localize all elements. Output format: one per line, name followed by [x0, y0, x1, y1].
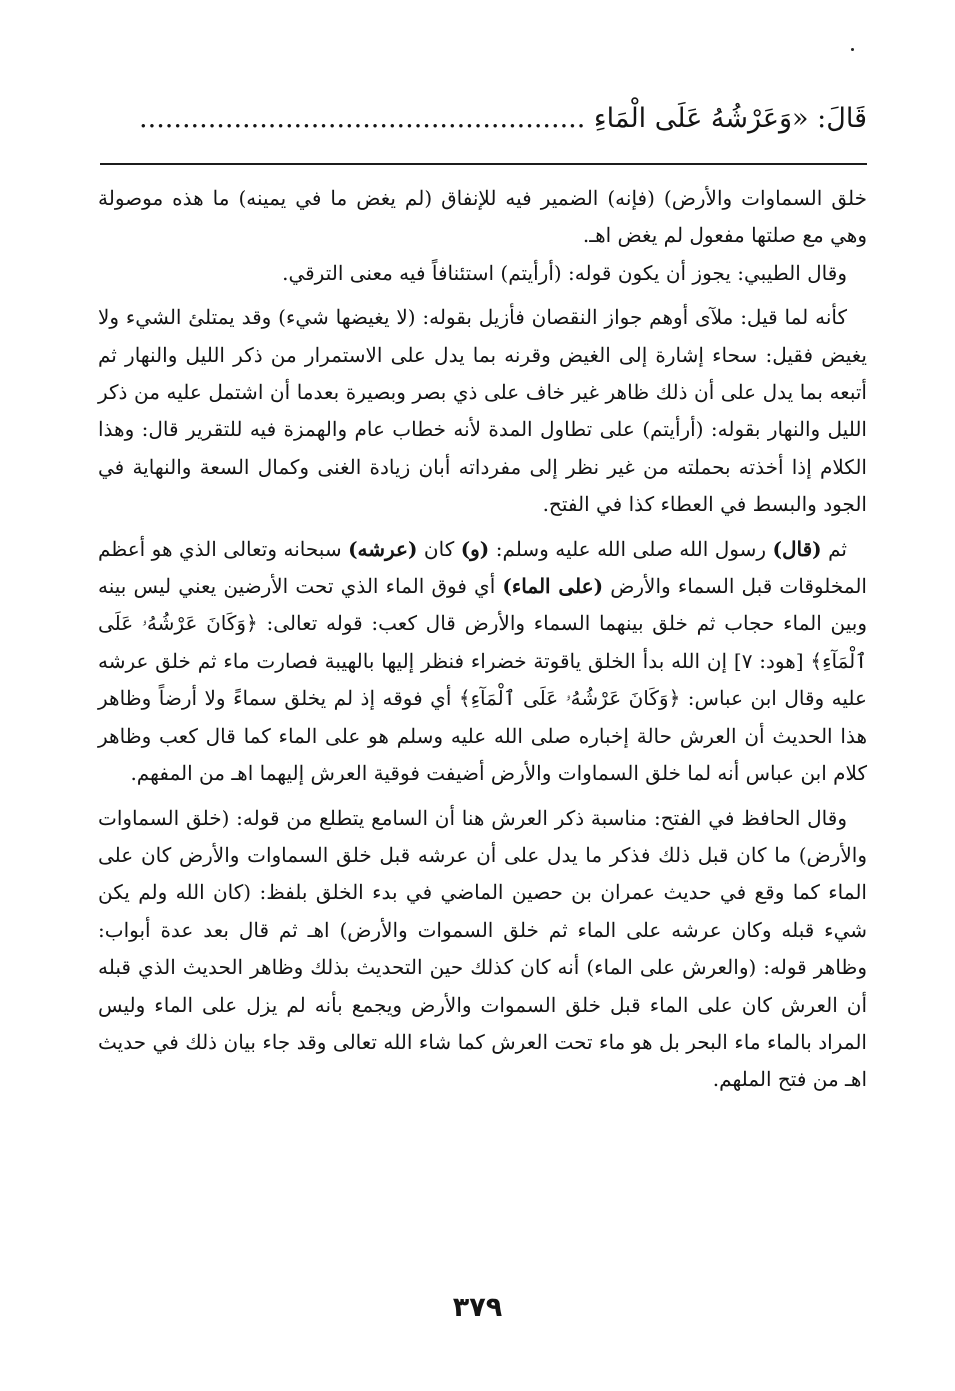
p4-bold-throne: (عرشه) [348, 536, 418, 561]
scan-speck [851, 48, 854, 51]
p4-text-2: رسول الله صلى الله عليه وسلم: [489, 536, 773, 561]
p4-text-6: إن الله بدأ الخلق ياقوتة خضراء فنظر إليها بالهيبة فصارت ماء ثم خلق عرشه عليه وقال ابن عباس: [98, 648, 867, 711]
p4-bold-on-water: (على الماء) [502, 574, 604, 599]
quran-quote-1: ﴿وَكَانَ عَرْشُهُۥ عَلَى ٱلْمَآءِ﴾ [98, 611, 867, 673]
header-rule [100, 163, 867, 165]
paragraph-4 [98, 531, 867, 793]
paragraph-3: كأنه لما قيل: ملآى أوهم جواز النقصان فأزيل بقوله: (لا يغيضها شيء) وقد يمتلئ الشيء ولا يغيض فقيل: سحاء إشارة إلى الغيض وقرنه بما يدل على الاستمرار من ذكر الليل والنهار ثم أتبعه بما يدل على أن ذلك ظاهر غير خاف على ذي بصر وبصيرة بعدما أن اشتمل عليه من ذكر الليل والنهار بقوله: (أرأيتم) على تطاول المدة لأنه خطاب عام والهمزة فيه للتقرير قال: وهذا الكلام إذا أخذته بحملته من غير نظر إلى مفرداته أبان زيادة الغنى وكمال السعة والنهاية في الجود والبسط في العطاء كذا في الفتح. [98, 305, 867, 517]
p4-text-1: ثم [821, 536, 847, 561]
running-header: قَالَ: «وَعَرْشُهُ عَلَى الْمَاءِ .................................................... [139, 103, 867, 134]
page-body [98, 180, 867, 1099]
p4-text-5: أي فوق الماء الذي تحت الأرضين يعني ليس بينه وبين الماء حجاب ثم خلق بينهما السماء والأرض قال كعب: قوله تعالى: [98, 574, 867, 636]
p4-bold-and: (و) [460, 536, 490, 561]
paragraph-1: خلق السماوات والأرض) (فإنه) الضمير فيه للإنفاق (لم يغض ما في يمينه) ما هذه موصولة وهي مع صلتها مفعول لم يغض اهـ. [98, 186, 867, 248]
quran-quote-2: ﴿وَكَانَ عَرْشُهُۥ عَلَى ٱلْمَآءِ﴾ [458, 686, 681, 711]
p4-text-7: أي فوقه إذ لم يخلق سماءً ولا أرضاً وظاهر هذا الحديث أن العرش حالة إخباره صلى الله عليه وسلم هو على الماء كما قال كعب وظاهر كلام ابن عباس أنه لما خلق السماوات والأرض أضيفت فوقية العرش إليهما اهـ من المفهم. [98, 686, 867, 786]
page-number: ٣٧٩ [452, 1292, 503, 1323]
quran-citation: [هود: ٧] [733, 648, 811, 673]
p4-text-4: سبحانه وتعالى الذي هو أعظم المخلوقات قبل السماء والأرض [98, 536, 867, 599]
paragraph-2: وقال الطيبي: يجوز أن يكون قوله: (أرأيتم) استئنافاً فيه معنى الترقي. [282, 260, 847, 285]
paragraph-5: وقال الحافظ في الفتح: مناسبة ذكر العرش هنا أن السامع يتطلع من قوله: (خلق السماوات والأرض) ما كان قبل ذلك فذكر ما يدل على أن عرشه قبل خلق السماوات والأرض كان على الماء كما وقع في حديث عمران بن حصين الماضي في بدء الخلق بلفظ: (كان الله ولم يكن شيء قبله وكان عرشه على الماء ثم خلق السموات والأرض) اهـ ثم قال بعد عدة أبواب: وظاهر قوله: (والعرش على الماء) أنه كان كذلك حين التحديث بذلك وظاهر الحديث الذي قبله أن العرش كان على الماء قبل خلق السموات والأرض ويجمع بأنه لم يزل على الماء وليس المراد بالماء ماء البحر بل هو ماء تحت العرش كما شاء الله تعالى وقد جاء بيان ذلك في حديث اهـ من فتح الملهم. [98, 805, 867, 1092]
p4-bold-said: (قال) [772, 536, 822, 561]
p4-text-3: كان [417, 536, 461, 561]
